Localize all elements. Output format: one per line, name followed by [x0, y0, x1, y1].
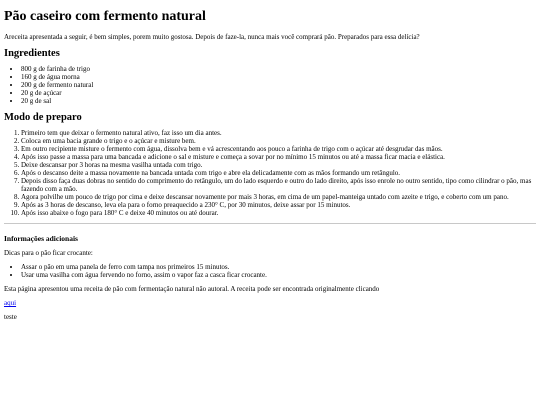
footer-text: teste	[4, 313, 17, 321]
page-title: Pão caseiro com fermento natural	[4, 9, 206, 24]
step-item: 10. Após isso abaixe o fogo para 180° C e deixe 40 minutos ou até dourar.	[21, 209, 536, 217]
step-item: 4. Após isso passe a massa para uma bancada e adicione o sal e misture e começa a sovar por no mínimo 15 minutos ou até a massa ficar macia e elástica.	[21, 153, 536, 161]
step-item: 9. Após as 3 horas de descanso, leva ela para o forno preaquecido a 230° C, por 30 minutos, deixe assar por 15 minutos.	[21, 201, 536, 209]
steps-heading: Modo de preparo	[4, 112, 82, 123]
tip-item: • Usar uma vasilha com água fervendo no forno, assim o vapor faz a casca ficar crocante.	[21, 271, 536, 279]
step-item: 2. Coloca em uma bacia grande o trigo e o açúcar e misture bem.	[21, 137, 536, 145]
tip-item: • Assar o pão em uma panela de ferro com tampa nos primeiros 15 minutos.	[21, 263, 536, 271]
tips-list	[4, 263, 536, 279]
ingredients-heading: Ingredientes	[4, 48, 60, 59]
steps-list	[4, 129, 536, 217]
ingredient-item: • 20 g de sal	[21, 97, 536, 105]
step-item: 6. Após o descanso deite a massa novamente na bancada untada com trigo e abre ela delicadamente com as mãos formando um retângulo.	[21, 169, 536, 177]
ingredient-item: • 800 g de farinha de trigo	[21, 65, 536, 73]
step-item: 1. Primeiro tem que deixar o fermento natural ativo, faz isso um dia antes.	[21, 129, 536, 137]
source-link[interactable]: aqui	[4, 299, 17, 307]
ingredient-item: • 200 g de fermento natural	[21, 81, 536, 89]
step-item: 8. Agora polvilhe um pouco de trigo por cima e deixe descansar novamente por mais 3 horas, em cima de um papel-manteiga untado com azeite e trigo, e coberto com um pano.	[21, 193, 536, 201]
ingredient-item: • 160 g de água morna	[21, 73, 536, 81]
tips-intro: Dicas para o pão ficar crocante:	[4, 249, 93, 257]
step-item: 3. Em outro recipiente misture o fermento com água, dissolva bem e vá acrescentando aos pouco a farinha de trigo com o açúcar até desgrudar das mãos.	[21, 145, 536, 153]
additional-info-heading: Informações adicionais	[4, 234, 78, 243]
step-item: 7. Depois disso faça duas dobras no sentido do comprimento do retângulo, um do lado esquerdo e outro do lado direito, após isso enrole no outro sentido, tipo como cilindrar o pão, mas fazendo com a mão.	[21, 177, 536, 193]
intro-paragraph: Areceita apresentada a seguir, é bem simples, porem muito gostosa. Depois de faze-la, nunca mais você comprará pão. Preparados para essa delícia?	[4, 33, 420, 41]
step-item: 5. Deixe descansar por 3 horas na mesma vasilha untada com trigo.	[21, 161, 536, 169]
ingredient-item: • 20 g de açúcar	[21, 89, 536, 97]
ingredients-list	[4, 65, 536, 105]
source-paragraph: Esta página apresentou uma receita de pão com fermentação natural não autoral. A receita pode ser encontrada originalmente clicando	[4, 285, 380, 293]
